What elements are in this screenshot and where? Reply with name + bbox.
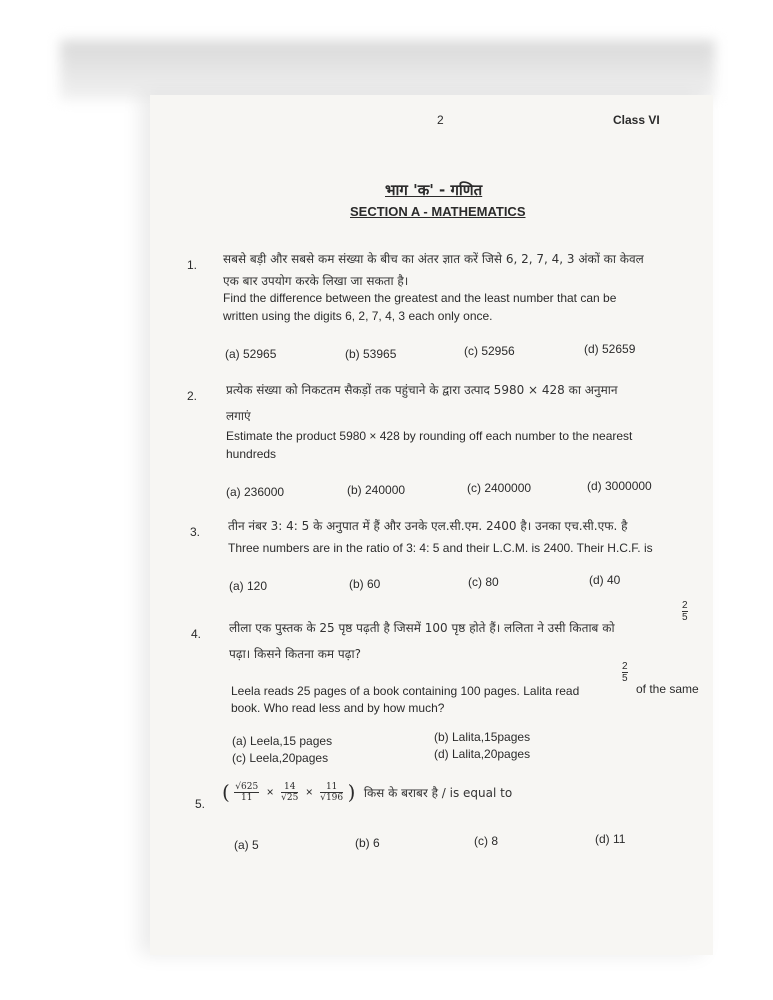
question-text-hindi: लगाएं — [226, 409, 251, 423]
option-d: (d) 11 — [595, 832, 626, 846]
question-text-hindi: प्रत्येक संख्या को निकटतम सैकड़ों तक पहुंचाने के द्वारा उत्पाद 5980 × 428 का अनुमान — [226, 383, 618, 397]
math-expression — [222, 780, 512, 804]
option-a: (a) 5 — [234, 838, 259, 852]
question-text-english: written using the digits 6, 2, 7, 4, 3 each only once. — [223, 309, 493, 323]
question-text-english: hundreds — [226, 447, 277, 461]
question-text-hindi: पढ़ा। किसने कितना कम पढ़ा? — [229, 647, 361, 661]
question-text-english: Leela reads 25 pages of a book containing 100 pages. Lalita read — [231, 684, 580, 698]
section-title-hindi: भाग 'क' - गणित — [385, 181, 483, 199]
fraction-denominator: √196 — [320, 792, 344, 803]
question-text: किस के बराबर है / is equal to — [363, 785, 513, 800]
option-a: (a) 120 — [229, 579, 268, 593]
fraction-denominator: 5 — [682, 612, 688, 623]
option-b: (b) 240000 — [347, 483, 406, 497]
scan-shadow — [60, 40, 715, 100]
fraction-numerator: √625 — [235, 781, 259, 792]
option-a: (a) 52965 — [225, 347, 277, 361]
fraction — [281, 782, 298, 803]
option-d: (d) 52659 — [584, 342, 636, 356]
option-c: (c) 2400000 — [467, 481, 532, 495]
question-text-hindi: लीला एक पुस्तक के 25 पृष्ठ पढ़ती है जिसमें 100 पृष्ठ होते हैं। ललिता ने उसी किताब को — [229, 621, 615, 635]
fraction-numerator: 2 — [622, 661, 628, 672]
fraction-numerator: 2 — [682, 600, 688, 611]
option-a: (a) Leela,15 pages — [232, 734, 333, 748]
section-title-english: SECTION A - MATHEMATICS — [350, 204, 526, 219]
option-c: (c) Leela,20pages — [232, 751, 329, 765]
fraction — [622, 661, 628, 684]
fraction-denominator: 5 — [622, 673, 628, 684]
option-a: (a) 236000 — [226, 485, 285, 499]
question-text-hindi: सबसे बड़ी और सबसे कम संख्या के बीच का अंतर ज्ञात करें जिसे 6, 2, 7, 4, 3 अंकों का केवल — [223, 252, 644, 266]
option-b: (b) 60 — [349, 577, 381, 591]
fraction — [320, 782, 343, 803]
question-text-english: of the same — [636, 682, 699, 696]
question-text-english: book. Who read less and by how much? — [231, 701, 445, 715]
option-d: (d) 3000000 — [587, 479, 652, 493]
fraction-numerator: 14 — [281, 782, 298, 793]
option-b: (b) 53965 — [345, 347, 397, 361]
question-number: 2. — [187, 389, 198, 403]
question-text-hindi: तीन नंबर 3: 4: 5 के अनुपात में हैं और उनके एल.सी.एम. 2400 है। उनका एच.सी.एफ. है — [228, 519, 628, 533]
question-number: 3. — [190, 525, 201, 539]
left-parenthesis: ( — [222, 780, 230, 804]
class-label: Class VI — [613, 113, 660, 127]
question-text-hindi: एक बार उपयोग करके लिखा जा सकता है। — [223, 274, 409, 288]
option-d: (d) Lalita,20pages — [434, 747, 531, 761]
option-b: (b) Lalita,15pages — [434, 730, 531, 744]
question-text-english: Find the difference between the greatest and the least number that can be — [223, 291, 617, 305]
fraction-denominator: √25 — [281, 792, 299, 803]
page-number: 2 — [437, 113, 444, 127]
fraction — [234, 782, 259, 803]
question-number: 4. — [191, 627, 202, 641]
right-parenthesis: ) — [347, 780, 356, 804]
fraction — [682, 600, 688, 623]
option-c: (c) 52956 — [464, 344, 515, 358]
multiply-sign: × — [305, 785, 313, 799]
fraction-denominator: 11 — [241, 792, 253, 803]
question-number: 1. — [187, 258, 198, 272]
question-number: 5. — [195, 797, 206, 811]
option-b: (b) 6 — [355, 836, 380, 850]
question-text-english: Three numbers are in the ratio of 3: 4: 5 and their L.C.M. is 2400. Their H.C.F. is — [228, 541, 653, 555]
option-c: (c) 80 — [468, 575, 499, 589]
multiply-sign: × — [266, 785, 274, 799]
option-c: (c) 8 — [474, 834, 498, 848]
option-d: (d) 40 — [589, 573, 621, 587]
question-text-english: Estimate the product 5980 × 428 by rounding off each number to the nearest — [226, 429, 633, 443]
fraction-numerator: 11 — [320, 782, 343, 793]
